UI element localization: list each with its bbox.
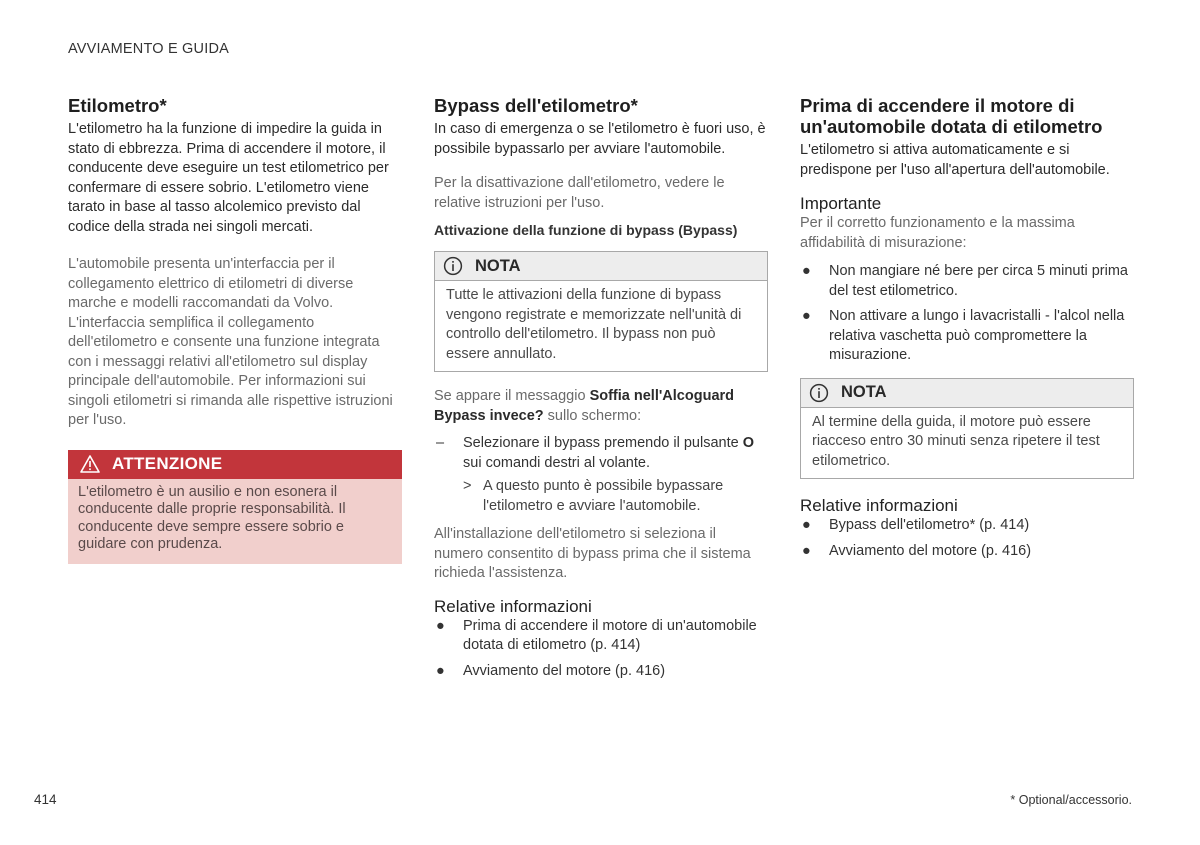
- subheading: Attivazione della funzione di bypass (Bypass): [434, 222, 738, 238]
- paragraph: Se appare il messaggio Soffia nell'Alcoguard Bypass invece? sullo schermo:: [434, 388, 735, 424]
- paragraph: All'installazione dell'etilometro si seleziona il numero consentito di bypass prima che il sistema richieda l'assistenza.: [434, 526, 751, 581]
- important-list: [800, 262, 1134, 366]
- note-box: [800, 378, 1134, 480]
- paragraph: L'etilometro ha la funzione di impedire la guida in stato di ebbrezza. Prima di accendere il motore, il conducente deve eseguire un test etilometrico per confermare di essere sobrio. L'etilometro viene tarato in base al tasso alcolemico previsto dal codice della strada nei singoli mercati.: [68, 121, 389, 235]
- column-bypass: [434, 95, 768, 687]
- warning-text: L'etilometro è un ausilio e non esonera il conducente dalle proprie responsabilità. Il conducente deve sempre essere sobrio e guidare con prudenza.: [78, 483, 346, 552]
- paragraph: L'etilometro si attiva automaticamente e si predispone per l'uso all'apertura dell'automobile.: [800, 142, 1110, 178]
- note-header: [801, 379, 1133, 408]
- result-marker: >: [463, 478, 472, 494]
- list-item: ● Non attivare a lungo i lavacristalli - l'alcol nella relativa vaschetta può compromettere la misurazione.: [802, 308, 1125, 363]
- dash-marker: –: [436, 435, 445, 451]
- paragraph: Per la disattivazione dall'etilometro, vedere le relative istruzioni per l'uso.: [434, 175, 725, 211]
- important-title: Importante: [800, 194, 882, 213]
- paragraph: L'automobile presenta un'interfaccia per il collegamento elettrico di etilometri di diverse marche e modelli raccomandati da Volvo. L'interfaccia semplifica il collegamento dell'etilometro e consente una funzione integrata con i messaggi relativi all'etilometro sul display principale dell'automobile. Per informazioni sui singoli etilometri si rimanda alle rispettive istruzioni per l'uso.: [68, 256, 393, 428]
- related-link[interactable]: ● Avviamento del motore (p. 416): [802, 542, 1032, 559]
- result-item: > A questo punto è possibile bypassare l'etilometro e avviare l'automobile.: [463, 478, 724, 514]
- paragraph: In caso di emergenza o se l'etilometro è fuori uso, è possibile bypassarlo per avviare l'automobile.: [434, 121, 766, 157]
- related-link[interactable]: ● Prima di accendere il motore di un'automobile dotata di etilometro (p. 414): [436, 617, 757, 653]
- footnote: * Optional/accessorio.: [1010, 793, 1132, 807]
- list-item: ● Non mangiare né bere per circa 5 minuti prima del test etilometrico.: [802, 263, 1128, 299]
- running-header: AVVIAMENTO E GUIDA: [68, 41, 229, 57]
- section-title: Etilometro*: [68, 95, 167, 116]
- related-list: [800, 516, 1134, 561]
- paragraph: Per il corretto funzionamento e la massima affidabilità di misurazione:: [800, 215, 1075, 251]
- note-text: Al termine della guida, il motore può essere riacceso entro 30 minuti senza ripetere il test etilometrico.: [812, 413, 1100, 469]
- column-etilometro: [68, 95, 402, 564]
- related-list: [434, 617, 768, 682]
- warning-header: [68, 450, 402, 479]
- warning-triangle-icon: [80, 455, 100, 473]
- note-box: [434, 251, 768, 372]
- section-title: Prima di accendere il motore di un'automobile dotata di etilometro: [800, 95, 1103, 137]
- section-title: Bypass dell'etilometro*: [434, 95, 638, 116]
- related-link[interactable]: ● Avviamento del motore (p. 416): [436, 662, 666, 679]
- note-header: [435, 252, 767, 281]
- note-title: NOTA: [841, 383, 887, 401]
- message-text: Soffia nell'Alcoguard Bypass invece?: [434, 388, 735, 424]
- related-link[interactable]: ● Bypass dell'etilometro* (p. 414): [802, 517, 1030, 533]
- note-title: NOTA: [475, 256, 521, 275]
- related-title: Relative informazioni: [800, 496, 958, 515]
- info-circle-icon: [809, 383, 829, 403]
- button-o-label: O: [742, 435, 754, 451]
- info-circle-icon: [443, 256, 463, 276]
- related-title: Relative informazioni: [434, 596, 592, 616]
- column-before-start: [800, 95, 1134, 567]
- page-number: 414: [34, 792, 57, 807]
- step-item: – Selezionare il bypass premendo il pulsante O sui comandi destri al volante.: [436, 435, 754, 471]
- warning-title: ATTENZIONE: [112, 454, 223, 473]
- note-text: Tutte le attivazioni della funzione di bypass vengono registrate e memorizzate nell'unità di controllo dell'etilometro. Il bypass non può essere annullato.: [446, 287, 742, 362]
- warning-box: [68, 450, 402, 564]
